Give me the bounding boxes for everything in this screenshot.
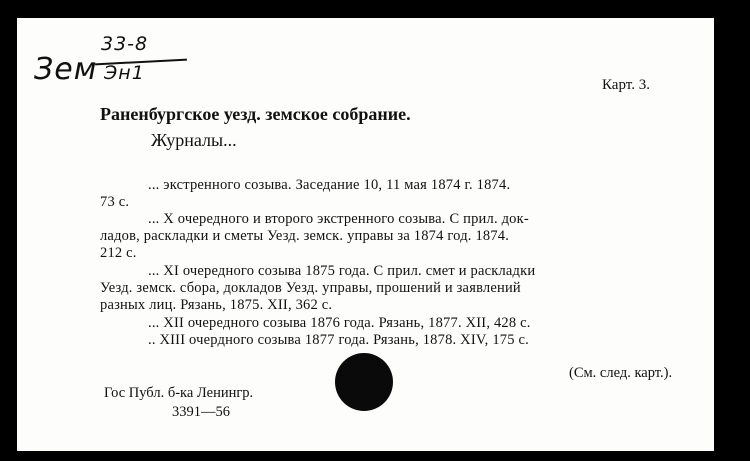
scan-border-right [714,18,750,461]
card-subtitle: Журналы... [151,130,237,150]
entry-line: ... XI очередного созыва 1875 года. С прил. смет и раскладки [148,263,536,279]
handwritten-prefix: Зем [34,52,98,87]
entry-line: ... X очередного и второго экстренного созыва. С прил. док- [148,211,529,227]
entry-line: ... экстренного созыва. Заседание 10, 11 мая 1874 г. 1874. [148,177,511,193]
punch-hole [335,353,393,411]
entry-line: .. XIII очердного созыва 1877 года. Рязань, 1878. XIV, 175 с. [148,332,529,348]
catalog-card [17,18,714,451]
card-number: Карт. 3. [602,77,650,93]
entry-line: разных лиц. Рязань, 1875. XII, 362 с. [100,297,333,313]
entry-line: ... XII очередного созыва 1876 года. Рязань, 1877. XII, 428 с. [148,315,531,331]
library-imprint: Гос Публ. б-ка Ленингр. [104,385,254,401]
handwritten-numerator: 33-8 [101,33,149,55]
entry-line: 212 с. [100,245,137,261]
entry-line: Уезд. земск. сбора, докладов Уезд. управы, прошений и заявлений [100,280,521,296]
card-title: Раненбургское уезд. земское собрание. [100,104,411,124]
scan-border-bottom [0,451,750,461]
entry-line: ладов, раскладки и сметы Уезд. земск. управы за 1874 год. 1874. [100,228,510,244]
entry-line: 73 с. [100,194,130,210]
handwritten-denominator: Эн1 [104,62,145,84]
print-number: 3391—56 [172,404,230,420]
continuation-note: (См. след. карт.). [569,365,673,381]
